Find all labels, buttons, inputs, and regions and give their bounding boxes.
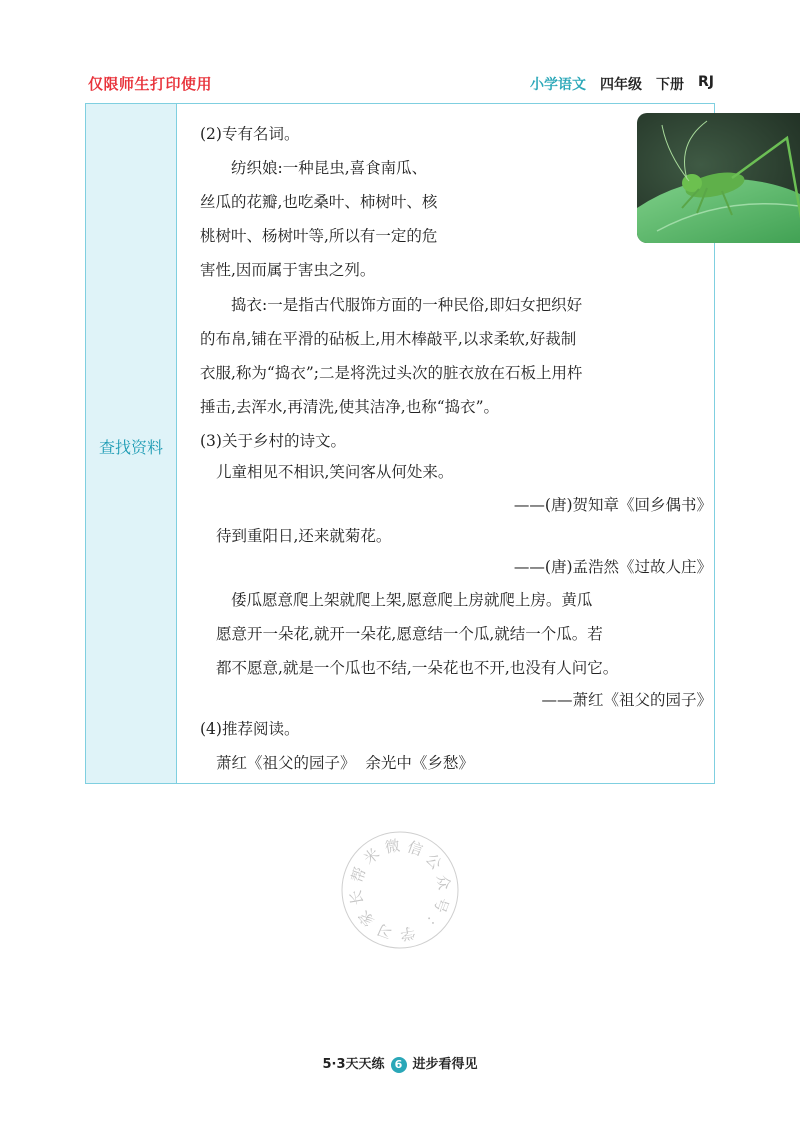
- sidebar-label: 查找资料: [98, 438, 163, 457]
- watermark-char: 号: [430, 894, 453, 916]
- daoyi-line-1: 捣衣:一是指古代服饰方面的一种民俗,即妇女把织好: [231, 296, 583, 314]
- watermark-char: 长: [346, 888, 367, 907]
- footer: [0, 1053, 800, 1073]
- book-info: [530, 74, 714, 94]
- edition-label: RJ: [698, 74, 714, 90]
- prose-line-1: 倭瓜愿意爬上架就爬上架,愿意爬上房就爬上房。黄瓜: [231, 591, 593, 609]
- section-4-title: (4)推荐阅读。: [200, 720, 300, 738]
- katydid-line-3: 桃树叶、杨树叶等,所以有一定的危: [200, 227, 438, 245]
- katydid-image: [637, 113, 800, 243]
- prose-source: ——萧红《祖父的园子》: [541, 691, 712, 709]
- footer-slogan: 进步看得见: [412, 1057, 478, 1072]
- watermark-char: ：: [416, 911, 440, 936]
- watermark-char: 公: [421, 850, 446, 874]
- katydid-line-4: 害性,因而属于害虫之列。: [200, 261, 376, 279]
- prose-line-3: 都不愿意,就是一个瓜也不结,一朵花也不开,也没有人问它。: [216, 659, 619, 677]
- footer-brand: 5·3天天练: [322, 1057, 385, 1072]
- daoyi-line-3: 衣服,称为“捣衣”;二是将洗过头次的脏衣放在石板上用杵: [200, 364, 583, 382]
- watermark-char: 米: [360, 844, 384, 869]
- poem-2: 待到重阳日,还来就菊花。: [216, 527, 392, 545]
- poem-1: 儿童相见不相识,笑问客从何处来。: [216, 463, 454, 481]
- watermark-char: 信: [404, 837, 426, 860]
- watermark-char: 学: [398, 923, 417, 944]
- watermark-char: 众: [433, 873, 454, 892]
- sidebar: [86, 104, 177, 783]
- watermark-stamp: [338, 828, 462, 952]
- recommended-books: 萧红《祖父的园子》 余光中《乡愁》: [216, 754, 474, 772]
- poem-2-source: ——(唐)孟浩然《过故人庄》: [513, 558, 712, 576]
- grade-label: 四年级: [600, 77, 642, 93]
- katydid-line-2: 丝瓜的花瓣,也吃桑叶、柿树叶、核: [200, 193, 438, 211]
- watermark-char: 习: [374, 920, 396, 943]
- poem-1-source: ——(唐)贺知章《回乡偶书》: [513, 496, 712, 514]
- daoyi-line-4: 捶击,去浑水,再清洗,使其洁净,也称“捣衣”。: [200, 398, 500, 416]
- katydid-photo: [637, 113, 800, 243]
- prose-line-2: 愿意开一朵花,就开一朵花,愿意结一个瓜,就结一个瓜。若: [216, 625, 603, 643]
- watermark-char: 微: [383, 836, 402, 857]
- subject-label: 小学语文: [530, 77, 586, 93]
- volume-label: 下册: [656, 77, 684, 93]
- katydid-line-1: 纺织娘:一种昆虫,喜食南瓜、: [231, 159, 428, 177]
- content-area: [200, 104, 710, 783]
- content-panel: [85, 103, 715, 784]
- daoyi-line-2: 的布帛,铺在平滑的砧板上,用木棒敲平,以求柔软,好裁制: [200, 330, 577, 348]
- watermark-char: 帮: [347, 864, 370, 886]
- page-number: 6: [391, 1057, 407, 1073]
- print-notice: 仅限师生打印使用: [88, 75, 213, 93]
- section-2-title: (2)专有名词。: [200, 125, 300, 143]
- section-3-title: (3)关于乡村的诗文。: [200, 432, 346, 450]
- watermark-char: 家: [354, 906, 379, 930]
